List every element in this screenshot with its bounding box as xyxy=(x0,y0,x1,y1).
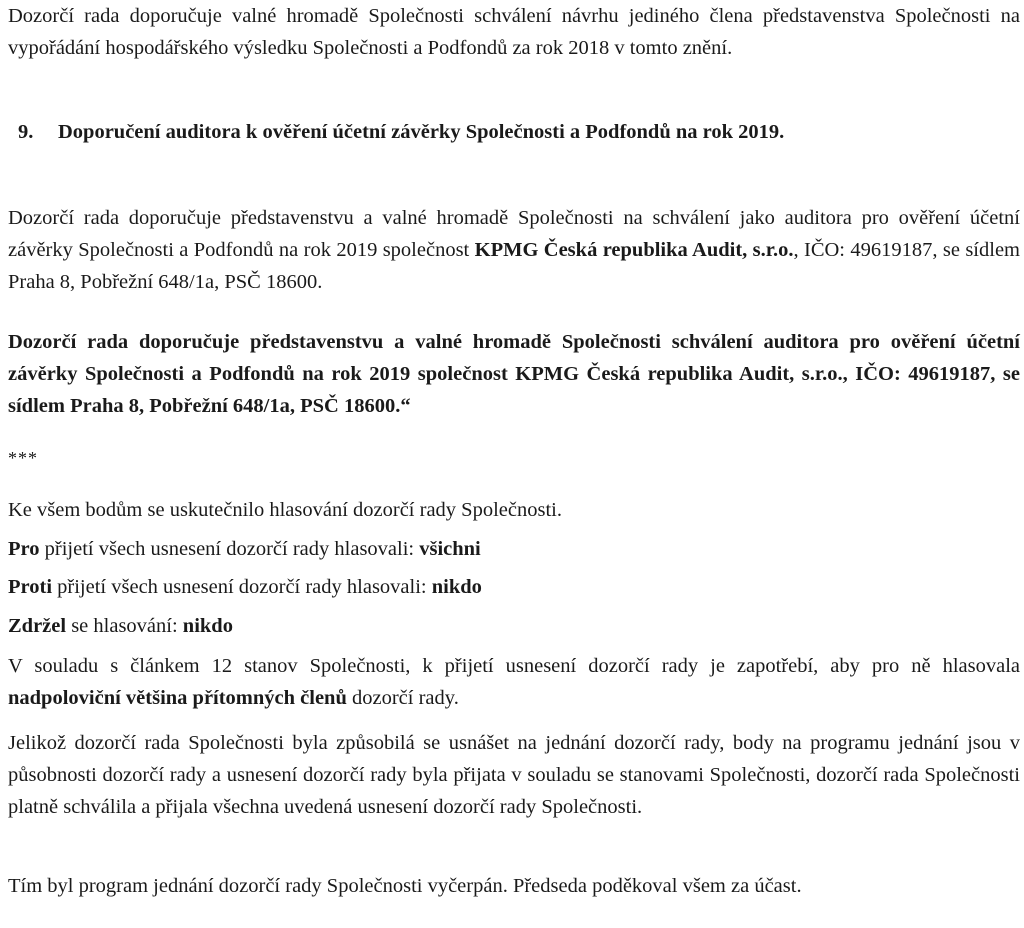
vote-against-text: přijetí všech usnesení dozorčí rady hlasovali: xyxy=(52,576,432,598)
vote-against-label: Proti xyxy=(8,576,53,598)
majority-text-end: dozorčí rady. xyxy=(346,687,459,709)
majority-text-start: V souladu s článkem 12 stanov Společnosti, k přijetí usnesení dozorčí rady je zapotřebí, aby pro ně hlasovala xyxy=(8,655,1020,677)
vote-for-label: Pro xyxy=(8,538,40,560)
auditor-text-end: , IČO: 49619187, se sídlem Praha 8, Pobřežní 648/1a, PSČ 18600. xyxy=(8,239,1020,293)
vote-abstain-text: se hlasování: xyxy=(66,615,183,637)
paragraph-profit-distribution: Dozorčí rada doporučuje valné hromadě Společnosti schválení návrhu jediného člena představenstva Společnosti na vypořádání hospodářského výsledku Společnosti a Podfondů za rok 2018 v tomto znění. xyxy=(8,5,1020,59)
paragraph-majority-rule xyxy=(8,650,1020,714)
paragraph-conclusion: Jelikož dozorčí rada Společnosti byla způsobilá se usnášet na jednání dozorčí rady, body na programu jednání jsou v působnosti dozorčí rady a usnesení dozorčí rady byla přijata v souladu se stanovami Společnosti, dozorčí rada Společnosti platně schválila a přijala všechna uvedená usnesení dozorčí rady Společnosti. xyxy=(8,732,1020,818)
vote-for-line xyxy=(8,533,481,565)
majority-emphasis: nadpoloviční většina přítomných členů xyxy=(8,687,347,709)
vote-for-text: přijetí všech usnesení dozorčí rady hlasovali: xyxy=(39,538,420,560)
vote-for-value: všichni xyxy=(419,538,481,560)
vote-abstain-line xyxy=(8,610,233,642)
auditor-text-start: Dozorčí rada doporučuje představenstvu a valné hromadě Společnosti na schválení jako auditora pro ověření účetní závěrky Společnosti a Podfondů na rok 2019 společnost xyxy=(8,207,1020,261)
section-heading-9 xyxy=(8,116,784,148)
section-number: 9. xyxy=(18,121,34,143)
vote-abstain-label: Zdržel xyxy=(8,615,67,637)
vote-against-value: nikdo xyxy=(431,576,482,598)
vote-abstain-value: nikdo xyxy=(182,615,233,637)
auditor-name: KPMG Česká republika Audit, s.r.o. xyxy=(474,239,794,261)
separator: *** xyxy=(8,448,38,468)
vote-against-line xyxy=(8,571,482,603)
paragraph-auditor-resolution: Dozorčí rada doporučuje představenstvu a valné hromadě Společnosti schválení auditora pro ověření účetní závěrky Společnosti a Podfondů na rok 2019 společnost KPMG Česká republika Audit, s.r.o., IČO: 49619187, se sídlem Praha 8, Pobřežní 648/1a, PSČ 18600.“ xyxy=(8,331,1020,417)
closing-statement: Tím byl program jednání dozorčí rady Společnosti vyčerpán. Předseda poděkoval všem za účast. xyxy=(8,875,802,897)
paragraph-auditor-recommendation xyxy=(8,202,1020,298)
section-title: Doporučení auditora k ověření účetní závěrky Společnosti a Podfondů na rok 2019. xyxy=(58,121,785,143)
voting-intro: Ke všem bodům se uskutečnilo hlasování dozorčí rady Společnosti. xyxy=(8,499,562,521)
